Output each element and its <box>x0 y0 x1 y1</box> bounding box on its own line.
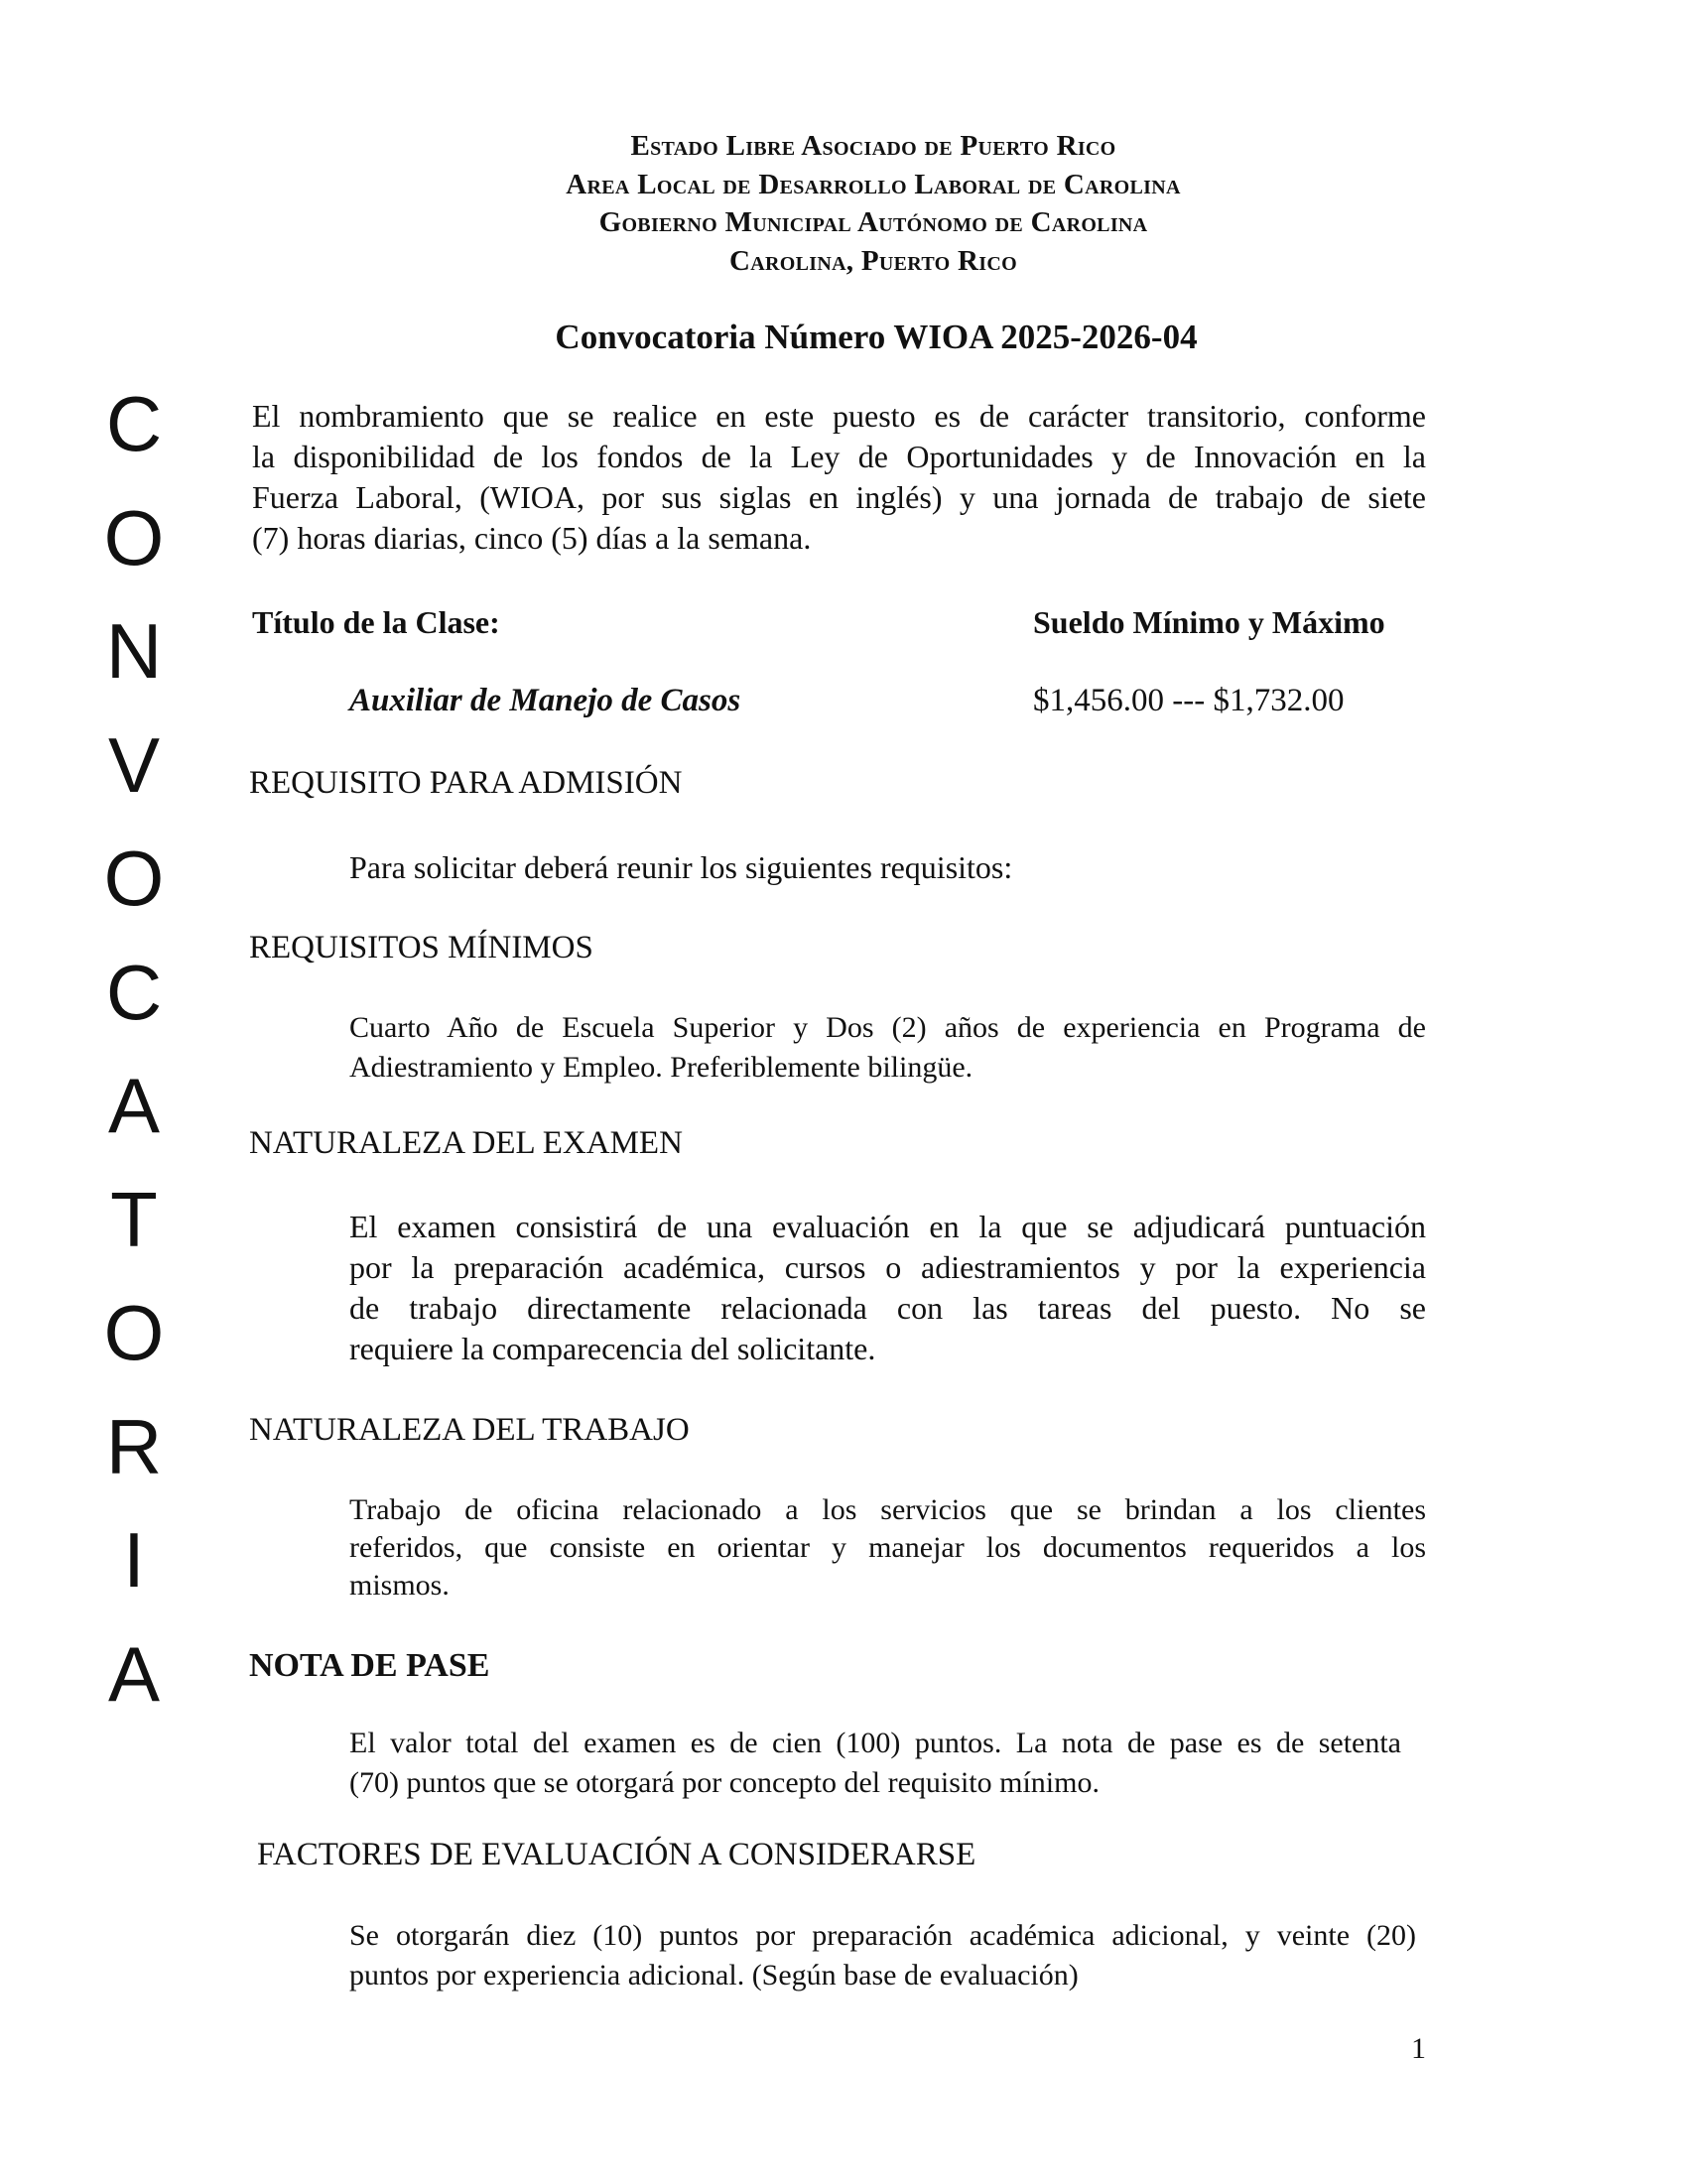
section-heading-minimum: REQUISITOS MÍNIMOS <box>249 930 593 965</box>
vertical-letter: N <box>105 607 163 695</box>
factors-line: puntos por experiencia adicional. (Según base de evaluación) <box>349 1959 1079 1991</box>
vertical-letter: O <box>103 1289 165 1376</box>
header-line-2: Area Local de Desarrollo Laboral de Carolina <box>566 168 1181 200</box>
intro-paragraph <box>252 396 1426 559</box>
factors-paragraph <box>349 1916 1416 1995</box>
minimum-line: Adiestramiento y Empleo. Preferiblemente bilingüe. <box>349 1051 973 1084</box>
exam-paragraph <box>349 1207 1426 1369</box>
vertical-letter: T <box>110 1175 158 1263</box>
class-title-label: Título de la Clase: <box>252 604 500 640</box>
pass-line: El valor total del examen es de cien (100) puntos. La nota de pase es de setenta <box>349 1727 1401 1759</box>
vertical-letter: A <box>107 1629 161 1718</box>
section-heading-admission: REQUISITO PARA ADMISIÓN <box>249 765 683 801</box>
vertical-letter: O <box>103 835 165 922</box>
page-number: 1 <box>1411 2032 1426 2065</box>
work-line: referidos, que consiste en orientar y manejar los documentos requeridos a los <box>349 1531 1426 1564</box>
pass-line: (70) puntos que se otorgará por concepto del requisito mínimo. <box>349 1766 1100 1799</box>
convocatoria-title: Convocatoria Número WIOA 2025-2026-04 <box>555 318 1198 356</box>
intro-line: la disponibilidad de los fondos de la Ley de Oportunidades y de Innovación en la <box>252 439 1426 474</box>
section-heading-exam: NATURALEZA DEL EXAMEN <box>249 1125 683 1161</box>
exam-line: El examen consistirá de una evaluación en la que se adjudicará puntuación <box>349 1209 1426 1244</box>
exam-line: por la preparación académica, cursos o adiestramientos y por la experiencia <box>349 1249 1426 1285</box>
vertical-letter: I <box>123 1516 145 1604</box>
header-line-4: Carolina, Puerto Rico <box>729 244 1017 277</box>
work-paragraph <box>349 1491 1426 1605</box>
vertical-letter: A <box>107 1062 161 1149</box>
section-heading-factors: FACTORES DE EVALUACIÓN A CONSIDERARSE <box>257 1837 976 1872</box>
salary-label: Sueldo Mínimo y Máximo <box>1033 604 1385 640</box>
vertical-letter: R <box>105 1402 163 1490</box>
minimum-line: Cuarto Año de Escuela Superior y Dos (2) años de experiencia en Programa de <box>349 1011 1426 1044</box>
vertical-letter: V <box>107 720 161 809</box>
section-heading-work: NATURALEZA DEL TRABAJO <box>249 1412 690 1448</box>
work-line: Trabajo de oficina relacionado a los servicios que se brindan a los clientes <box>349 1493 1426 1526</box>
vertical-letter: O <box>103 493 165 581</box>
admission-text: Para solicitar deberá reunir los siguientes requisitos: <box>349 849 1013 885</box>
class-title-value: Auxiliar de Manejo de Casos <box>349 683 741 718</box>
exam-line: de trabajo directamente relacionada con las tareas del puesto. No se <box>349 1290 1426 1326</box>
work-line: mismos. <box>349 1569 450 1602</box>
vertical-letter: C <box>105 380 163 467</box>
vertical-letter: C <box>105 948 163 1036</box>
intro-line: Fuerza Laboral, (WIOA, por sus siglas en inglés) y una jornada de trabajo de siete <box>252 479 1426 515</box>
minimum-paragraph <box>349 1008 1426 1088</box>
pass-paragraph <box>349 1724 1401 1803</box>
exam-line: requiere la comparecencia del solicitante. <box>349 1331 876 1366</box>
factors-line: Se otorgarán diez (10) puntos por preparación académica adicional, y veinte (20) <box>349 1919 1416 1952</box>
intro-line: El nombramiento que se realice en este puesto es de carácter transitorio, conforme <box>252 398 1426 434</box>
intro-line: (7) horas diarias, cinco (5) días a la semana. <box>252 520 812 556</box>
document-header <box>0 127 1687 280</box>
section-heading-pass: NOTA DE PASE <box>249 1647 490 1684</box>
salary-value: $1,456.00 --- $1,732.00 <box>1033 683 1345 718</box>
header-line-1: Estado Libre Asociado de Puerto Rico <box>630 130 1116 162</box>
header-line-3: Gobierno Municipal Autónomo de Carolina <box>598 206 1148 238</box>
vertical-convocatoria-word <box>60 367 208 1731</box>
